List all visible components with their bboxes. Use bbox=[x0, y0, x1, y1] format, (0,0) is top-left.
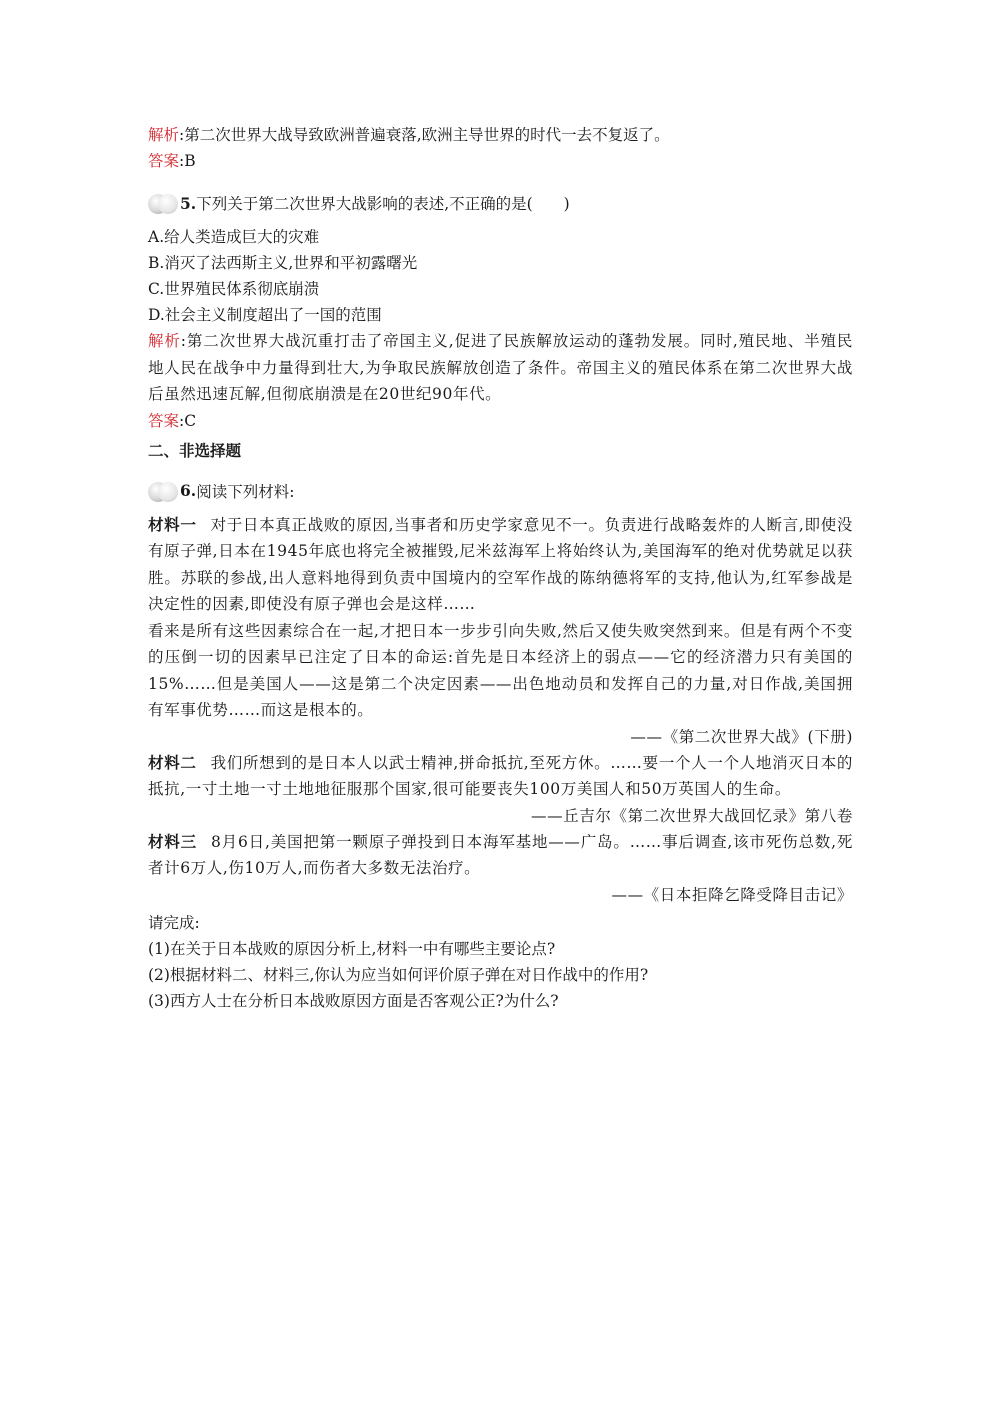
material-3-source: ——《日本拒降乞降受降目击记》 bbox=[611, 885, 853, 904]
question-bubble-icon bbox=[148, 192, 178, 214]
analysis-text: :第二次世界大战导致欧洲普遍衰落,欧洲主导世界的时代一去不复返了。 bbox=[179, 126, 670, 144]
material-1-paragraph-2: 看来是所有这些因素综合在一起,才把日本一步步引向失败,然后又使失败突然到来。但是有两个不变的压倒一切的因素早已注定了日本的命运:首先是日本经济上的弱点——它的经济潜力只有美国的15%……但是美国人——这是第二个决定因素——出色地动员和发挥自己的力量,对日作战,美国拥有军事优势……而这是根本的。 bbox=[148, 621, 853, 719]
question-stem: 阅读下列材料: bbox=[196, 482, 295, 501]
material-2-text: 我们所想到的是日本人以武士精神,拼命抵抗,至死方休。……要一个人一个人地消灭日本的抵抗,一寸土地一寸土地地征服那个国家,很可能要丧失100万美国人和50万英国人的生命。 bbox=[148, 753, 853, 798]
task-prompt: 请完成: bbox=[148, 913, 200, 932]
material-3-text: 8月6日,美国把第一颗原子弹投到日本海军基地——广岛。……事后调查,该市死伤总数,死者计6万人,伤10万人,而伤者大多数无法治疗。 bbox=[148, 832, 853, 877]
analysis-text: :第二次世界大战沉重打击了帝国主义,促进了民族解放运动的蓬勃发展。同时,殖民地、半殖民地人民在战争中力量得到壮大,为争取民族解放创造了条件。帝国主义的殖民体系在第二次世界大战后虽然迅速瓦解,但彻底崩溃是在20世纪90年代。 bbox=[148, 332, 853, 403]
material-2-source: ——丘吉尔《第二次世界大战回忆录》第八卷 bbox=[530, 806, 853, 825]
material-1-paragraph-1 bbox=[148, 512, 853, 618]
material-2-label: 材料二 bbox=[148, 752, 197, 772]
material-3-label: 材料三 bbox=[148, 831, 197, 851]
option-d: D.社会主义制度超出了一国的范围 bbox=[148, 306, 382, 324]
analysis-label: 解析 bbox=[148, 332, 181, 350]
section-title: 二、非选择题 bbox=[148, 440, 242, 460]
q4-analysis bbox=[148, 122, 853, 148]
sub-question-3: (3)西方人士在分析日本战败原因方面是否客观公正?为什么? bbox=[148, 991, 559, 1010]
answer-text: :B bbox=[179, 152, 196, 170]
option-a: A.给人类造成巨大的灾难 bbox=[148, 228, 320, 246]
option-c: C.世界殖民体系彻底崩溃 bbox=[148, 280, 320, 298]
answer-label: 答案 bbox=[148, 152, 180, 170]
answer-text: :C bbox=[179, 411, 197, 430]
question-5-header bbox=[148, 188, 853, 218]
answer-label: 答案 bbox=[148, 411, 180, 430]
q5-analysis bbox=[148, 328, 853, 408]
question-6-header bbox=[148, 476, 853, 506]
material-1-text: 对于日本真正战败的原因,当事者和历史学家意见不一。负责进行战略轰炸的人断言,即使没有原子弹,日本在1945年底也将完全被摧毁,尼米兹海军上将始终认为,美国海军的绝对优势就足以获胜。苏联的参战,出人意料地得到负责中国境内的空军作战的陈纳德将军的支持,他认为,红军参战是决定性的因素,即使没有原子弹也会是这样…… bbox=[148, 515, 853, 613]
sub-question-2: (2)根据材料二、材料三,你认为应当如何评价原子弹在对日作战中的作用? bbox=[148, 965, 649, 984]
material-3 bbox=[148, 829, 853, 882]
material-1-source: ——《第二次世界大战》(下册) bbox=[630, 727, 853, 746]
content-area bbox=[148, 122, 853, 1014]
q4-answer bbox=[148, 148, 853, 174]
option-b: B.消灭了法西斯主义,世界和平初露曙光 bbox=[148, 254, 418, 272]
q5-answer bbox=[148, 408, 853, 434]
question-bubble-icon bbox=[148, 480, 178, 502]
question-number: 5. bbox=[180, 193, 197, 213]
question-number: 6. bbox=[180, 481, 197, 500]
material-2 bbox=[148, 750, 853, 803]
material-1-label: 材料一 bbox=[148, 514, 197, 534]
sub-question-1: (1)在关于日本战败的原因分析上,材料一中有哪些主要论点? bbox=[148, 939, 556, 958]
analysis-label: 解析 bbox=[148, 126, 180, 144]
question-stem: 下列关于第二次世界大战影响的表述,不正确的是( ) bbox=[196, 195, 570, 213]
